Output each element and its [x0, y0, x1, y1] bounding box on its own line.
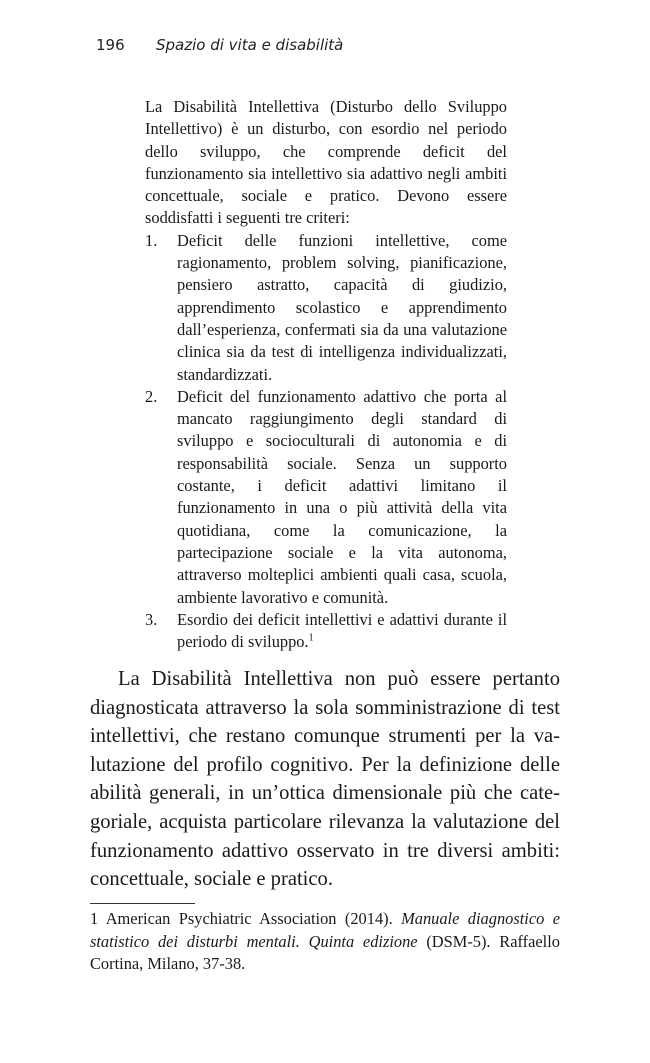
- criteria-list: [145, 230, 507, 654]
- footnote: [90, 908, 560, 976]
- quote-intro: La Disabilità Intellettiva (Disturbo dello Sviluppo Intellettivo) è un disturbo, con esordio nel periodo dello sviluppo, che comprende deficit del funzionamento sia intellettivo sia adattivo negli ambiti concettuale, sociale e pratico. Devono essere soddisfatti i seguenti tre criteri:: [145, 97, 507, 228]
- criteria-item: [145, 230, 507, 386]
- block-quote: [145, 96, 507, 653]
- criteria-text: Deficit del funzionamento adattivo che porta al mancato raggiungimento degli standard di sviluppo e socioculturali di autonomia e di responsabilità sociale. Senza un supporto costante, i deficit adattivi limitano il funzionamento in una o più attività della vita quotidiana, come la comunicazione, la partecipazione sociale e la vita autonoma, attraverso molteplici ambienti quali casa, scuola, ambiente lavorativo e comunità.: [177, 386, 507, 607]
- criteria-text: Deficit delle funzioni intellettive, come ragionamento, problem solving, pianificazione, pensiero astratto, capacità di giudizio, apprendimento scolastico e apprendimento dall’esperienza, confermati sia da una valutazione clinica sia da test di intelligenza individualizzati, standardizzati.: [177, 230, 507, 384]
- criteria-text: Esordio dei deficit intellettivi e adattivi durante il periodo di sviluppo.: [177, 609, 507, 652]
- footnote-author: American Psychiatric Association (2014).: [105, 909, 393, 928]
- criteria-item: [145, 386, 507, 609]
- body-paragraph: La Disabilità Intellettiva non può essere pertanto diagnosticata attraverso la sola somministrazione di test intellettivi, che restano comunque strumenti per la valutazione del profilo cognitivo. Per la definizione delle abilità generali, in un’ottica dimensionale più che categoriale, acquista particolare rilevanza la valutazione del funzionamento adattivo osservato in tre diversi ambiti: concettuale, sociale e pratico.: [90, 668, 560, 891]
- criteria-number: 1.: [145, 230, 158, 250]
- page-number: 196: [96, 36, 125, 54]
- criteria-number: 3.: [145, 609, 158, 629]
- footnote-divider: [90, 903, 195, 904]
- criteria-number: 2.: [145, 386, 158, 406]
- footnote-rest: (DSM-5). Raffaello Cortina, Milano, 37-38.: [90, 931, 560, 973]
- footnote-title: Manuale diagnostico e statistico dei disturbi mentali. Quinta edizione: [90, 909, 560, 951]
- footnote-number: 1: [90, 909, 99, 928]
- running-header: [96, 36, 566, 58]
- footnote-ref[interactable]: 1: [308, 632, 314, 644]
- running-title: Spazio di vita e disabilità: [156, 36, 344, 54]
- criteria-item: [145, 609, 507, 654]
